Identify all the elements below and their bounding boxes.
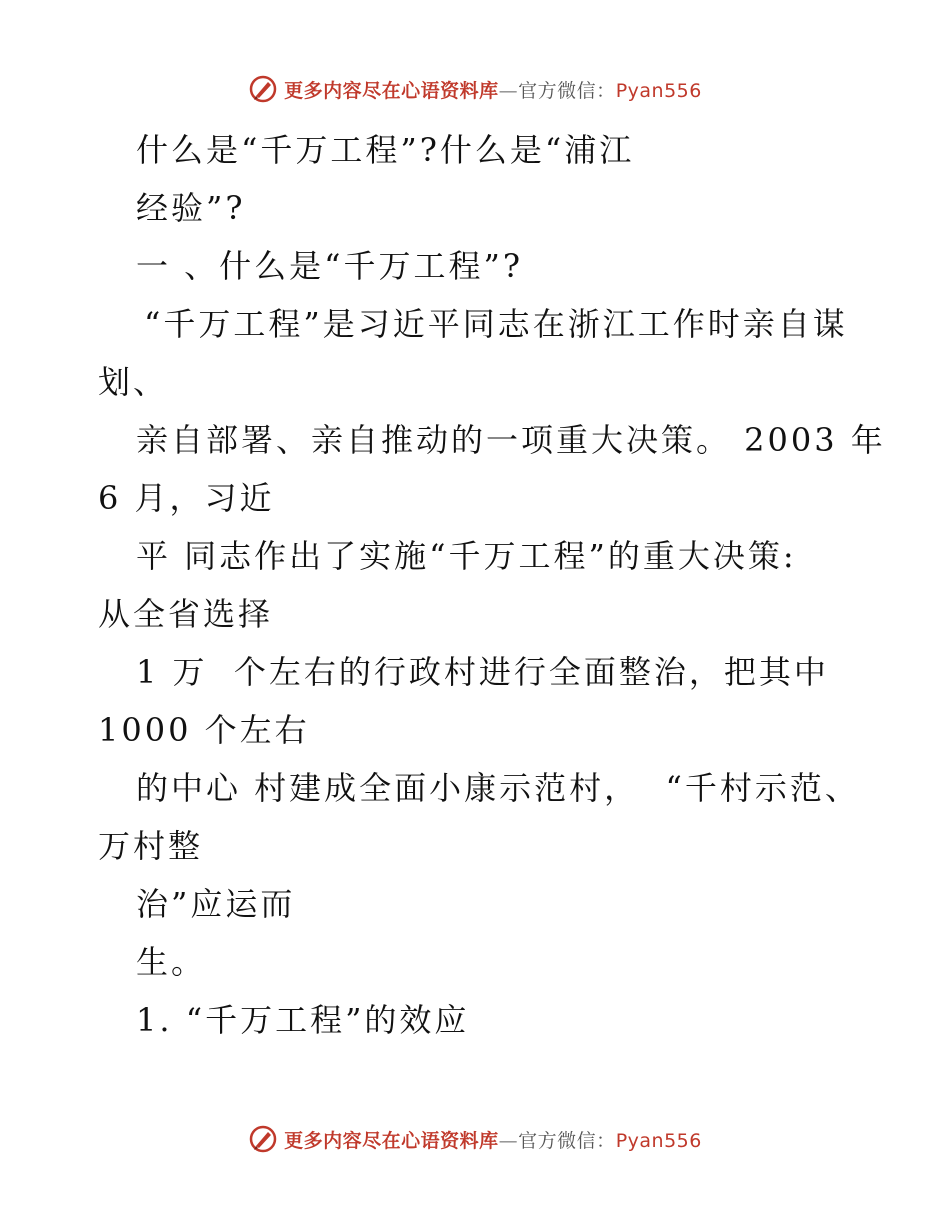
pen-logo-icon — [248, 1124, 278, 1154]
paragraph-line: 1 万 个左右的行政村进行全面整治，把其中 — [136, 653, 829, 691]
paragraph-line: 从全省选择 — [98, 595, 274, 633]
paragraph-line: 生。 — [136, 943, 207, 981]
paragraph-line: 的中心 村建成全面小康示范村， “千村示范、 — [136, 769, 860, 807]
watermark-footer — [0, 1122, 950, 1156]
watermark-text — [284, 76, 702, 103]
paragraph-line: 划、 — [98, 363, 169, 401]
paragraph-line: 万村整 — [98, 827, 204, 865]
watermark-wechat-id: Pyan556 — [615, 79, 702, 102]
paragraph-line: 亲自部署、亲自推动的一项重大决策。 2003 年 — [136, 421, 886, 459]
subsection-heading: 1. “千万工程”的效应 — [136, 1001, 470, 1039]
pen-logo-icon — [248, 74, 278, 104]
watermark-header — [0, 72, 950, 106]
watermark-contact-label: 官方微信： — [518, 1129, 616, 1152]
watermark-brand: 更多内容尽在心语资料库 — [284, 79, 499, 102]
watermark-wechat-id: Pyan556 — [615, 1129, 702, 1152]
paragraph-line: 治”应运而 — [136, 885, 296, 923]
paragraph-line: 平 同志作出了实施“千万工程”的重大决策: — [136, 537, 797, 575]
paragraph-line: “千万工程”是习近平同志在浙江工作时亲自谋 — [144, 305, 848, 343]
watermark-dash: — — [498, 1129, 519, 1152]
section-heading-1: 一 、什么是“千万工程”? — [136, 247, 524, 285]
watermark-text — [284, 1126, 702, 1153]
doc-title-line-2: 经验”? — [136, 189, 246, 227]
watermark-contact-label: 官方微信： — [518, 79, 616, 102]
paragraph-line: 6 月，习近 — [98, 479, 275, 517]
paragraph-line: 1000 个左右 — [98, 711, 310, 749]
doc-title-line-1: 什么是“千万工程”?什么是“浦江 — [136, 131, 635, 169]
watermark-brand: 更多内容尽在心语资料库 — [284, 1129, 499, 1152]
watermark-dash: — — [498, 79, 519, 102]
